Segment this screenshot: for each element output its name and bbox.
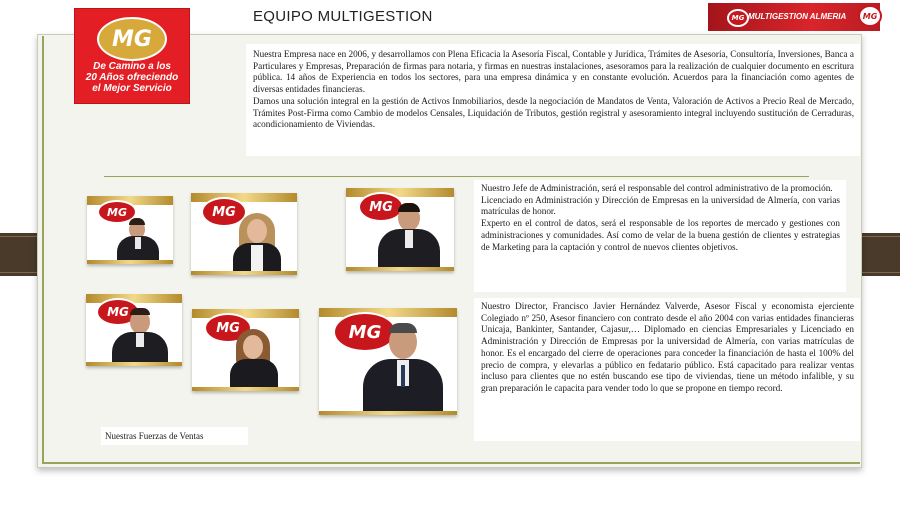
director-paragraph: Nuestro Director, Francisco Javier Hernández Valverde, Asesor Fiscal y economista ejerciente Colegiado nº 250, Asesor financiero con contrato desde el año 2004 con varias entidades financieras Unicaja, Bankinter, Santander, Cajasur,… Diplomado en ciencias Empresariales y Licenciado en Administración y Dirección de Empresas por la universidad de Almería, con varias matrículas de honor. Es el encargado del cierre de operaciones para conceder la financiación de hasta el 100% del precio de compra, y elevarlas a público en fedatario público. Está capacitado para realizar ventas incluso para clientes que no estén buscando ese tipo de viviendas, tiene un método infalible, y su gran preparación le capacita para vender todo lo que se propone en tiempo record. — [481, 301, 854, 393]
mg-badge-icon: MG — [358, 192, 404, 222]
page-title: EQUIPO MULTIGESTION — [253, 8, 433, 25]
mg-badge-icon: MG — [96, 298, 140, 326]
team-photo-5 — [192, 309, 299, 391]
admin-paragraph-3: Experto en el control de datos, será el responsable de los reportes de mercado y gestiones con administraciones y comunidades. Así como de velar de la buena gestión de clientes y estrategias de Marketing para la captación y control de nuevos clientes objetivos. — [481, 218, 840, 252]
mg-badge-icon: MG — [97, 200, 137, 224]
intro-text — [246, 44, 860, 156]
mg-badge-icon: MG — [201, 197, 247, 227]
brand-banner — [708, 3, 880, 31]
team-photo-2 — [191, 193, 297, 275]
admin-paragraph-1: Nuestro Jefe de Administración, será el responsable del control administrativo de la promoción. — [481, 183, 833, 193]
mg-badge-icon: MG — [333, 312, 397, 352]
intro-paragraph-2: Damos una solución integral en la gestión de Activos Inmobiliarios, desde la negociación de Mandatos de Venta, Valoración de Activos a Precio Real de Mercado, Trámites Post-Firma como Cambio de modelos Censales, Liquidación de Tributos, gestión registral y asesoramiento integral incluyendo sustitución de Cerraduras, acondicionamiento de Viviendas. — [253, 95, 854, 130]
banner-mg-icon: MG — [727, 9, 749, 27]
section-divider — [104, 176, 809, 177]
admin-text — [474, 180, 846, 292]
director-text — [474, 298, 860, 441]
banner-text: MULTIGESTION ALMERIA — [748, 12, 847, 21]
logo-slogan: De Camino a los 20 Años ofreciendo el Mejor Servicio — [85, 61, 179, 94]
team-photo-4 — [86, 294, 182, 366]
admin-paragraph-2: Licenciado en Administración y Dirección de Empresas en la universidad de Almería, con varias matrículas de honor. — [481, 194, 840, 217]
mg-badge-icon: MG — [204, 313, 252, 343]
intro-paragraph-1: Nuestra Empresa nace en 2006, y desarrollamos con Plena Eficacia la Asesoría Fiscal, Contable y Jurídica, Trámites de Asesoría, Consultoría, Inversiones, Banca a Particulares y Empresas, Preparación de firmas para notaria, y firmas en nuestras instalaciones, asesoramos para la realización de cualquier documento en escritura pública. 14 años de Experiencia en todos los sectores, para una empresa dinámica y en constante evolución. Acuerdos para la financiación como agentes de diversas entidades financieras. — [253, 49, 854, 95]
team-photo-3 — [346, 188, 454, 271]
team-photo-6 — [319, 308, 457, 415]
team-photo-1 — [87, 196, 173, 264]
banner-mg-icon-large: MG — [858, 5, 882, 27]
sales-team-caption: Nuestras Fuerzas de Ventas — [101, 427, 248, 445]
company-logo — [74, 8, 190, 104]
mg-logo-icon: MG — [97, 17, 167, 61]
